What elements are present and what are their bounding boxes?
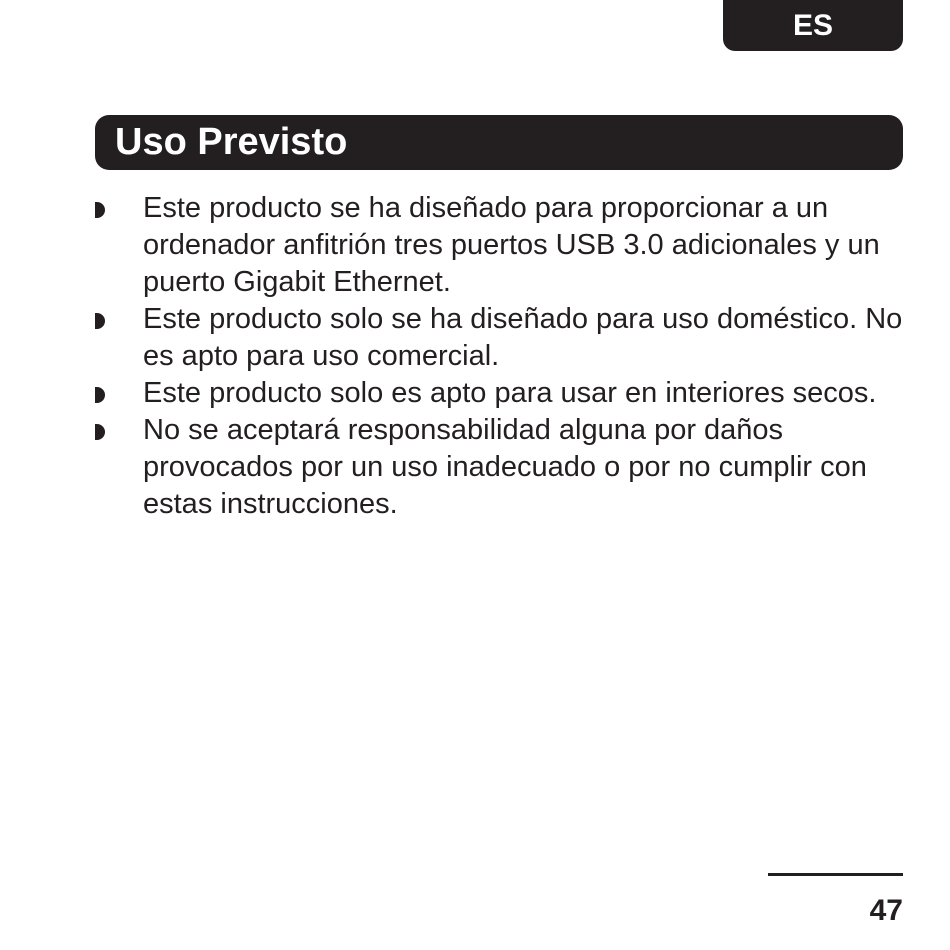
bullet-text: Este producto solo se ha diseñado para uso doméstico. No es apto para uso comercial. (143, 303, 903, 372)
bullet-list (95, 190, 910, 523)
bullet-icon (95, 424, 105, 440)
bullet-item (95, 412, 910, 523)
section-title: Uso Previsto (115, 121, 348, 163)
bullet-icon (95, 313, 105, 329)
bullet-item (95, 301, 910, 375)
bullet-item (95, 190, 910, 301)
bullet-icon (95, 387, 105, 403)
bullet-icon (95, 202, 105, 218)
page-number: 47 (869, 894, 903, 927)
language-tab: ES (723, 0, 903, 51)
bullet-text: No se aceptará responsabilidad alguna por daños provocados por un uso inadecuado o por no cumplir con estas instrucciones. (143, 414, 867, 520)
bullet-item (95, 375, 910, 412)
bullet-text: Este producto solo es apto para usar en interiores secos. (143, 377, 877, 409)
section-header (95, 115, 903, 170)
footer-divider (768, 873, 903, 876)
bullet-text: Este producto se ha diseñado para proporcionar a un ordenador anfitrión tres puertos USB 3.0 adicionales y un puerto Gigabit Ethernet. (143, 192, 880, 298)
